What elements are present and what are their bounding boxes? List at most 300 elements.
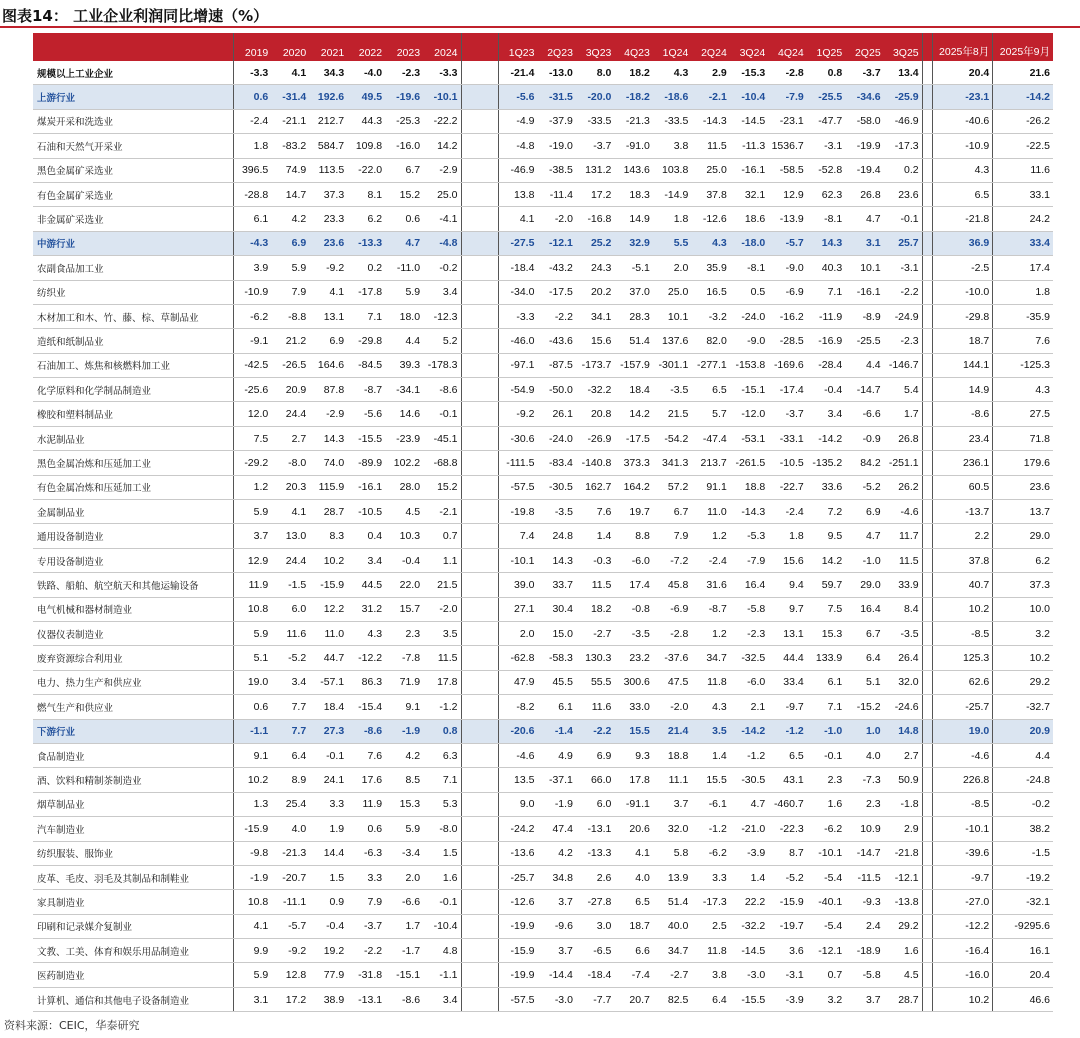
value-cell: 7.1: [347, 304, 385, 328]
value-cell: -3.5: [884, 621, 922, 645]
value-cell: -16.1: [347, 475, 385, 499]
value-cell: 10.2: [993, 646, 1053, 670]
value-cell: 236.1: [933, 451, 993, 475]
value-cell: -2.7: [576, 621, 614, 645]
value-cell: 2.2: [933, 524, 993, 548]
value-cell: -5.2: [845, 475, 883, 499]
value-cell: -460.7: [768, 792, 806, 816]
value-cell: -14.5: [730, 109, 768, 133]
value-cell: -16.9: [807, 329, 845, 353]
value-cell: -13.3: [347, 231, 385, 255]
value-cell: 17.4: [614, 573, 652, 597]
value-cell: -24.6: [884, 695, 922, 719]
value-cell: -39.6: [933, 841, 993, 865]
gap-cell: [461, 500, 499, 524]
value-cell: -52.8: [807, 158, 845, 182]
header-quarter-2Q24: 2Q24: [691, 33, 729, 61]
table-row: [33, 817, 1053, 841]
value-cell: -3.0: [537, 987, 575, 1011]
value-cell: -25.6: [233, 378, 271, 402]
value-cell: -2.1: [423, 500, 461, 524]
value-cell: 3.7: [845, 987, 883, 1011]
value-cell: -5.6: [499, 85, 537, 109]
value-cell: -2.2: [537, 304, 575, 328]
value-cell: -2.3: [884, 329, 922, 353]
table-row: [33, 158, 1053, 182]
header-quarter-3Q24: 3Q24: [730, 33, 768, 61]
value-cell: 130.3: [576, 646, 614, 670]
value-cell: -4.9: [499, 109, 537, 133]
value-cell: 4.1: [271, 500, 309, 524]
gap-cell: [922, 646, 933, 670]
value-cell: -6.0: [730, 670, 768, 694]
value-cell: -5.8: [730, 597, 768, 621]
value-cell: 77.9: [309, 963, 347, 987]
value-cell: 3.2: [807, 987, 845, 1011]
value-cell: -7.9: [768, 85, 806, 109]
value-cell: -21.1: [271, 109, 309, 133]
value-cell: -3.7: [845, 61, 883, 85]
value-cell: -16.0: [933, 963, 993, 987]
value-cell: 13.8: [499, 182, 537, 206]
value-cell: 23.6: [993, 475, 1053, 499]
value-cell: 8.5: [385, 768, 423, 792]
value-cell: -2.9: [423, 158, 461, 182]
value-cell: 5.4: [884, 378, 922, 402]
value-cell: 18.4: [614, 378, 652, 402]
value-cell: 6.9: [271, 231, 309, 255]
value-cell: 4.1: [499, 207, 537, 231]
value-cell: -10.9: [933, 134, 993, 158]
industry-name: 造纸和纸制品业: [33, 329, 233, 353]
value-cell: -0.1: [423, 890, 461, 914]
value-cell: 15.2: [423, 475, 461, 499]
value-cell: 10.0: [993, 597, 1053, 621]
value-cell: 17.6: [347, 768, 385, 792]
value-cell: 15.3: [807, 621, 845, 645]
value-cell: 13.9: [653, 865, 691, 889]
industry-name: 石油和天然气开采业: [33, 134, 233, 158]
value-cell: -1.2: [768, 719, 806, 743]
value-cell: -1.1: [233, 719, 271, 743]
value-cell: -178.3: [423, 353, 461, 377]
value-cell: -22.0: [347, 158, 385, 182]
gap-cell: [461, 743, 499, 767]
table-row: [33, 621, 1053, 645]
value-cell: -8.1: [807, 207, 845, 231]
value-cell: 32.9: [614, 231, 652, 255]
value-cell: 115.9: [309, 475, 347, 499]
value-cell: 2.3: [385, 621, 423, 645]
value-cell: -4.1: [423, 207, 461, 231]
gap-cell: [922, 353, 933, 377]
value-cell: 1.4: [691, 743, 729, 767]
value-cell: -5.4: [807, 865, 845, 889]
value-cell: -21.4: [499, 61, 537, 85]
value-cell: 9.1: [385, 695, 423, 719]
value-cell: -2.3: [730, 621, 768, 645]
value-cell: -8.0: [423, 817, 461, 841]
industry-name: 水泥制品业: [33, 426, 233, 450]
table-row: [33, 987, 1053, 1011]
value-cell: -2.2: [576, 719, 614, 743]
value-cell: 86.3: [347, 670, 385, 694]
value-cell: 3.3: [691, 865, 729, 889]
value-cell: 7.5: [233, 426, 271, 450]
value-cell: -3.1: [884, 256, 922, 280]
value-cell: 162.7: [576, 475, 614, 499]
value-cell: 11.5: [423, 646, 461, 670]
value-cell: -2.4: [768, 500, 806, 524]
value-cell: -13.8: [884, 890, 922, 914]
value-cell: 4.7: [845, 207, 883, 231]
value-cell: 29.2: [884, 914, 922, 938]
value-cell: -277.1: [691, 353, 729, 377]
industry-name: 石油加工、炼焦和核燃料加工业: [33, 353, 233, 377]
value-cell: -31.4: [271, 85, 309, 109]
value-cell: -7.3: [845, 768, 883, 792]
value-cell: 26.2: [884, 475, 922, 499]
value-cell: -10.5: [768, 451, 806, 475]
value-cell: 14.4: [309, 841, 347, 865]
gap-cell: [922, 524, 933, 548]
value-cell: 6.2: [347, 207, 385, 231]
value-cell: 26.8: [884, 426, 922, 450]
value-cell: -21.8: [933, 207, 993, 231]
value-cell: 137.6: [653, 329, 691, 353]
value-cell: 18.0: [385, 304, 423, 328]
value-cell: 13.1: [768, 621, 806, 645]
value-cell: -19.9: [499, 963, 537, 987]
value-cell: -57.5: [499, 987, 537, 1011]
value-cell: -3.0: [730, 963, 768, 987]
value-cell: 10.2: [233, 768, 271, 792]
table-row: [33, 329, 1053, 353]
value-cell: -37.6: [653, 646, 691, 670]
value-cell: 39.3: [385, 353, 423, 377]
industry-name: 纺织业: [33, 280, 233, 304]
value-cell: -18.4: [499, 256, 537, 280]
value-cell: 10.9: [845, 817, 883, 841]
value-cell: 9.3: [614, 743, 652, 767]
value-cell: 11.1: [653, 768, 691, 792]
value-cell: 1.4: [576, 524, 614, 548]
value-cell: 4.5: [385, 500, 423, 524]
value-cell: 33.4: [768, 670, 806, 694]
value-cell: -97.1: [499, 353, 537, 377]
value-cell: 2.0: [653, 256, 691, 280]
table-row: [33, 768, 1053, 792]
value-cell: 3.5: [423, 621, 461, 645]
value-cell: 2.5: [691, 914, 729, 938]
value-cell: 125.3: [933, 646, 993, 670]
value-cell: 4.0: [271, 817, 309, 841]
value-cell: -3.2: [691, 304, 729, 328]
value-cell: 4.1: [309, 280, 347, 304]
value-cell: -58.3: [537, 646, 575, 670]
value-cell: 21.2: [271, 329, 309, 353]
value-cell: -89.9: [347, 451, 385, 475]
value-cell: -14.4: [537, 963, 575, 987]
value-cell: -26.5: [271, 353, 309, 377]
value-cell: -16.8: [576, 207, 614, 231]
value-cell: 17.8: [423, 670, 461, 694]
value-cell: -24.9: [884, 304, 922, 328]
header-gap: [461, 33, 499, 61]
value-cell: 5.9: [271, 256, 309, 280]
value-cell: 46.6: [993, 987, 1053, 1011]
value-cell: -0.1: [807, 743, 845, 767]
gap-cell: [461, 719, 499, 743]
table-row: [33, 695, 1053, 719]
value-cell: 18.2: [576, 597, 614, 621]
value-cell: -9.1: [233, 329, 271, 353]
value-cell: 4.3: [691, 695, 729, 719]
header-quarter-3Q25: 3Q25: [884, 33, 922, 61]
value-cell: 87.8: [309, 378, 347, 402]
value-cell: -10.4: [730, 85, 768, 109]
value-cell: 5.8: [653, 841, 691, 865]
value-cell: 6.1: [807, 670, 845, 694]
value-cell: -6.2: [233, 304, 271, 328]
value-cell: -0.2: [423, 256, 461, 280]
header-quarter-1Q23: 1Q23: [499, 33, 537, 61]
value-cell: 2.0: [499, 621, 537, 645]
value-cell: 33.6: [807, 475, 845, 499]
industry-name: 橡胶和塑料制品业: [33, 402, 233, 426]
value-cell: -261.5: [730, 451, 768, 475]
value-cell: 192.6: [309, 85, 347, 109]
value-cell: 60.5: [933, 475, 993, 499]
value-cell: 4.0: [845, 743, 883, 767]
value-cell: 23.2: [614, 646, 652, 670]
value-cell: 23.3: [309, 207, 347, 231]
value-cell: -15.5: [730, 987, 768, 1011]
gap-cell: [922, 61, 933, 85]
value-cell: 113.5: [309, 158, 347, 182]
value-cell: 6.5: [614, 890, 652, 914]
value-cell: -1.0: [807, 719, 845, 743]
value-cell: 9.0: [499, 792, 537, 816]
value-cell: 3.4: [347, 548, 385, 572]
value-cell: -33.1: [768, 426, 806, 450]
value-cell: -13.1: [347, 987, 385, 1011]
value-cell: -19.9: [845, 134, 883, 158]
value-cell: 17.2: [576, 182, 614, 206]
value-cell: 8.9: [271, 768, 309, 792]
value-cell: -4.6: [884, 500, 922, 524]
value-cell: 3.4: [807, 402, 845, 426]
value-cell: -14.7: [845, 378, 883, 402]
value-cell: 15.7: [385, 597, 423, 621]
value-cell: 5.7: [691, 402, 729, 426]
gap-cell: [461, 524, 499, 548]
value-cell: -40.1: [807, 890, 845, 914]
value-cell: 10.2: [933, 597, 993, 621]
value-cell: 14.9: [933, 378, 993, 402]
gap-cell: [461, 865, 499, 889]
value-cell: 33.0: [614, 695, 652, 719]
gap-cell: [922, 914, 933, 938]
header-quarter-1Q24: 1Q24: [653, 33, 691, 61]
value-cell: 3.3: [347, 865, 385, 889]
gap-cell: [922, 329, 933, 353]
value-cell: -9.2: [499, 402, 537, 426]
value-cell: 47.9: [499, 670, 537, 694]
value-cell: 6.9: [309, 329, 347, 353]
value-cell: 2.9: [691, 61, 729, 85]
value-cell: -13.7: [933, 500, 993, 524]
value-cell: -15.9: [309, 573, 347, 597]
source-note: 资料来源：CEIC，华泰研究: [4, 1019, 140, 1032]
value-cell: -6.0: [614, 548, 652, 572]
value-cell: -9.6: [537, 914, 575, 938]
value-cell: -29.2: [233, 451, 271, 475]
value-cell: -10.1: [807, 841, 845, 865]
value-cell: -10.9: [233, 280, 271, 304]
value-cell: 14.2: [423, 134, 461, 158]
value-cell: 32.0: [884, 670, 922, 694]
figure-title: 图表14： 工业企业利润同比增速（%）: [2, 7, 269, 25]
value-cell: 0.7: [423, 524, 461, 548]
value-cell: 4.0: [614, 865, 652, 889]
value-cell: -8.9: [845, 304, 883, 328]
value-cell: -23.9: [385, 426, 423, 450]
gap-cell: [461, 256, 499, 280]
value-cell: 1.9: [309, 817, 347, 841]
gap-cell: [922, 768, 933, 792]
value-cell: 11.0: [309, 621, 347, 645]
value-cell: -17.5: [614, 426, 652, 450]
value-cell: -28.4: [807, 353, 845, 377]
gap-cell: [922, 987, 933, 1011]
value-cell: 44.4: [768, 646, 806, 670]
table-row: [33, 841, 1053, 865]
value-cell: -1.2: [423, 695, 461, 719]
gap-cell: [461, 817, 499, 841]
value-cell: 25.2: [576, 231, 614, 255]
gap-cell: [922, 182, 933, 206]
value-cell: 1.5: [309, 865, 347, 889]
value-cell: 1.2: [691, 524, 729, 548]
value-cell: -32.2: [730, 914, 768, 938]
gap-cell: [461, 548, 499, 572]
gap-cell: [461, 109, 499, 133]
value-cell: 4.3: [653, 61, 691, 85]
table-row: [33, 743, 1053, 767]
value-cell: -8.7: [691, 597, 729, 621]
table-row: [33, 914, 1053, 938]
value-cell: -12.1: [807, 939, 845, 963]
value-cell: -38.5: [537, 158, 575, 182]
table-row: [33, 207, 1053, 231]
value-cell: -11.5: [845, 865, 883, 889]
value-cell: 32.1: [730, 182, 768, 206]
value-cell: 213.7: [691, 451, 729, 475]
value-cell: -83.4: [537, 451, 575, 475]
value-cell: 55.5: [576, 670, 614, 694]
value-cell: 1.5: [423, 841, 461, 865]
value-cell: 144.1: [933, 353, 993, 377]
value-cell: -0.2: [993, 792, 1053, 816]
value-cell: -146.7: [884, 353, 922, 377]
value-cell: 0.4: [347, 524, 385, 548]
value-cell: -10.1: [933, 817, 993, 841]
header-year-2021: 2021: [309, 33, 347, 61]
value-cell: -14.2: [993, 85, 1053, 109]
value-cell: 20.9: [271, 378, 309, 402]
gap-cell: [461, 304, 499, 328]
value-cell: 6.7: [653, 500, 691, 524]
value-cell: -153.8: [730, 353, 768, 377]
value-cell: -169.6: [768, 353, 806, 377]
value-cell: 27.3: [309, 719, 347, 743]
value-cell: 2.3: [807, 768, 845, 792]
gap-cell: [922, 597, 933, 621]
value-cell: -54.9: [499, 378, 537, 402]
value-cell: 8.4: [884, 597, 922, 621]
value-cell: 4.4: [993, 743, 1053, 767]
value-cell: 38.9: [309, 987, 347, 1011]
value-cell: -42.5: [233, 353, 271, 377]
value-cell: 2.0: [385, 865, 423, 889]
value-cell: 25.4: [271, 792, 309, 816]
value-cell: 20.8: [576, 402, 614, 426]
gap-cell: [922, 304, 933, 328]
industry-name: 规模以上工业企业: [33, 61, 233, 85]
value-cell: -3.4: [385, 841, 423, 865]
value-cell: -301.1: [653, 353, 691, 377]
value-cell: 71.9: [385, 670, 423, 694]
value-cell: 28.3: [614, 304, 652, 328]
value-cell: 20.9: [993, 719, 1053, 743]
value-cell: -30.5: [730, 768, 768, 792]
value-cell: 25.0: [691, 158, 729, 182]
value-cell: 4.5: [884, 963, 922, 987]
value-cell: -40.6: [933, 109, 993, 133]
value-cell: 84.2: [845, 451, 883, 475]
value-cell: 3.7: [233, 524, 271, 548]
value-cell: -8.1: [730, 256, 768, 280]
value-cell: 102.2: [385, 451, 423, 475]
table-row: [33, 475, 1053, 499]
value-cell: 11.7: [884, 524, 922, 548]
value-cell: -35.9: [993, 304, 1053, 328]
value-cell: -13.6: [499, 841, 537, 865]
value-cell: -10.0: [933, 280, 993, 304]
value-cell: 14.3: [537, 548, 575, 572]
value-cell: -8.5: [933, 621, 993, 645]
industry-name: 废弃资源综合利用业: [33, 646, 233, 670]
value-cell: -14.5: [730, 939, 768, 963]
value-cell: 71.8: [993, 426, 1053, 450]
value-cell: 6.5: [933, 182, 993, 206]
value-cell: 57.2: [653, 475, 691, 499]
industry-name: 皮革、毛皮、羽毛及其制品和制鞋业: [33, 865, 233, 889]
value-cell: -2.0: [537, 207, 575, 231]
value-cell: -18.9: [845, 939, 883, 963]
gap-cell: [461, 597, 499, 621]
value-cell: -2.5: [933, 256, 993, 280]
value-cell: 1.3: [233, 792, 271, 816]
industry-name: 烟草制品业: [33, 792, 233, 816]
value-cell: -6.3: [347, 841, 385, 865]
value-cell: -0.1: [309, 743, 347, 767]
value-cell: 9.9: [233, 939, 271, 963]
gap-cell: [461, 939, 499, 963]
gap-cell: [922, 426, 933, 450]
value-cell: 5.9: [233, 963, 271, 987]
